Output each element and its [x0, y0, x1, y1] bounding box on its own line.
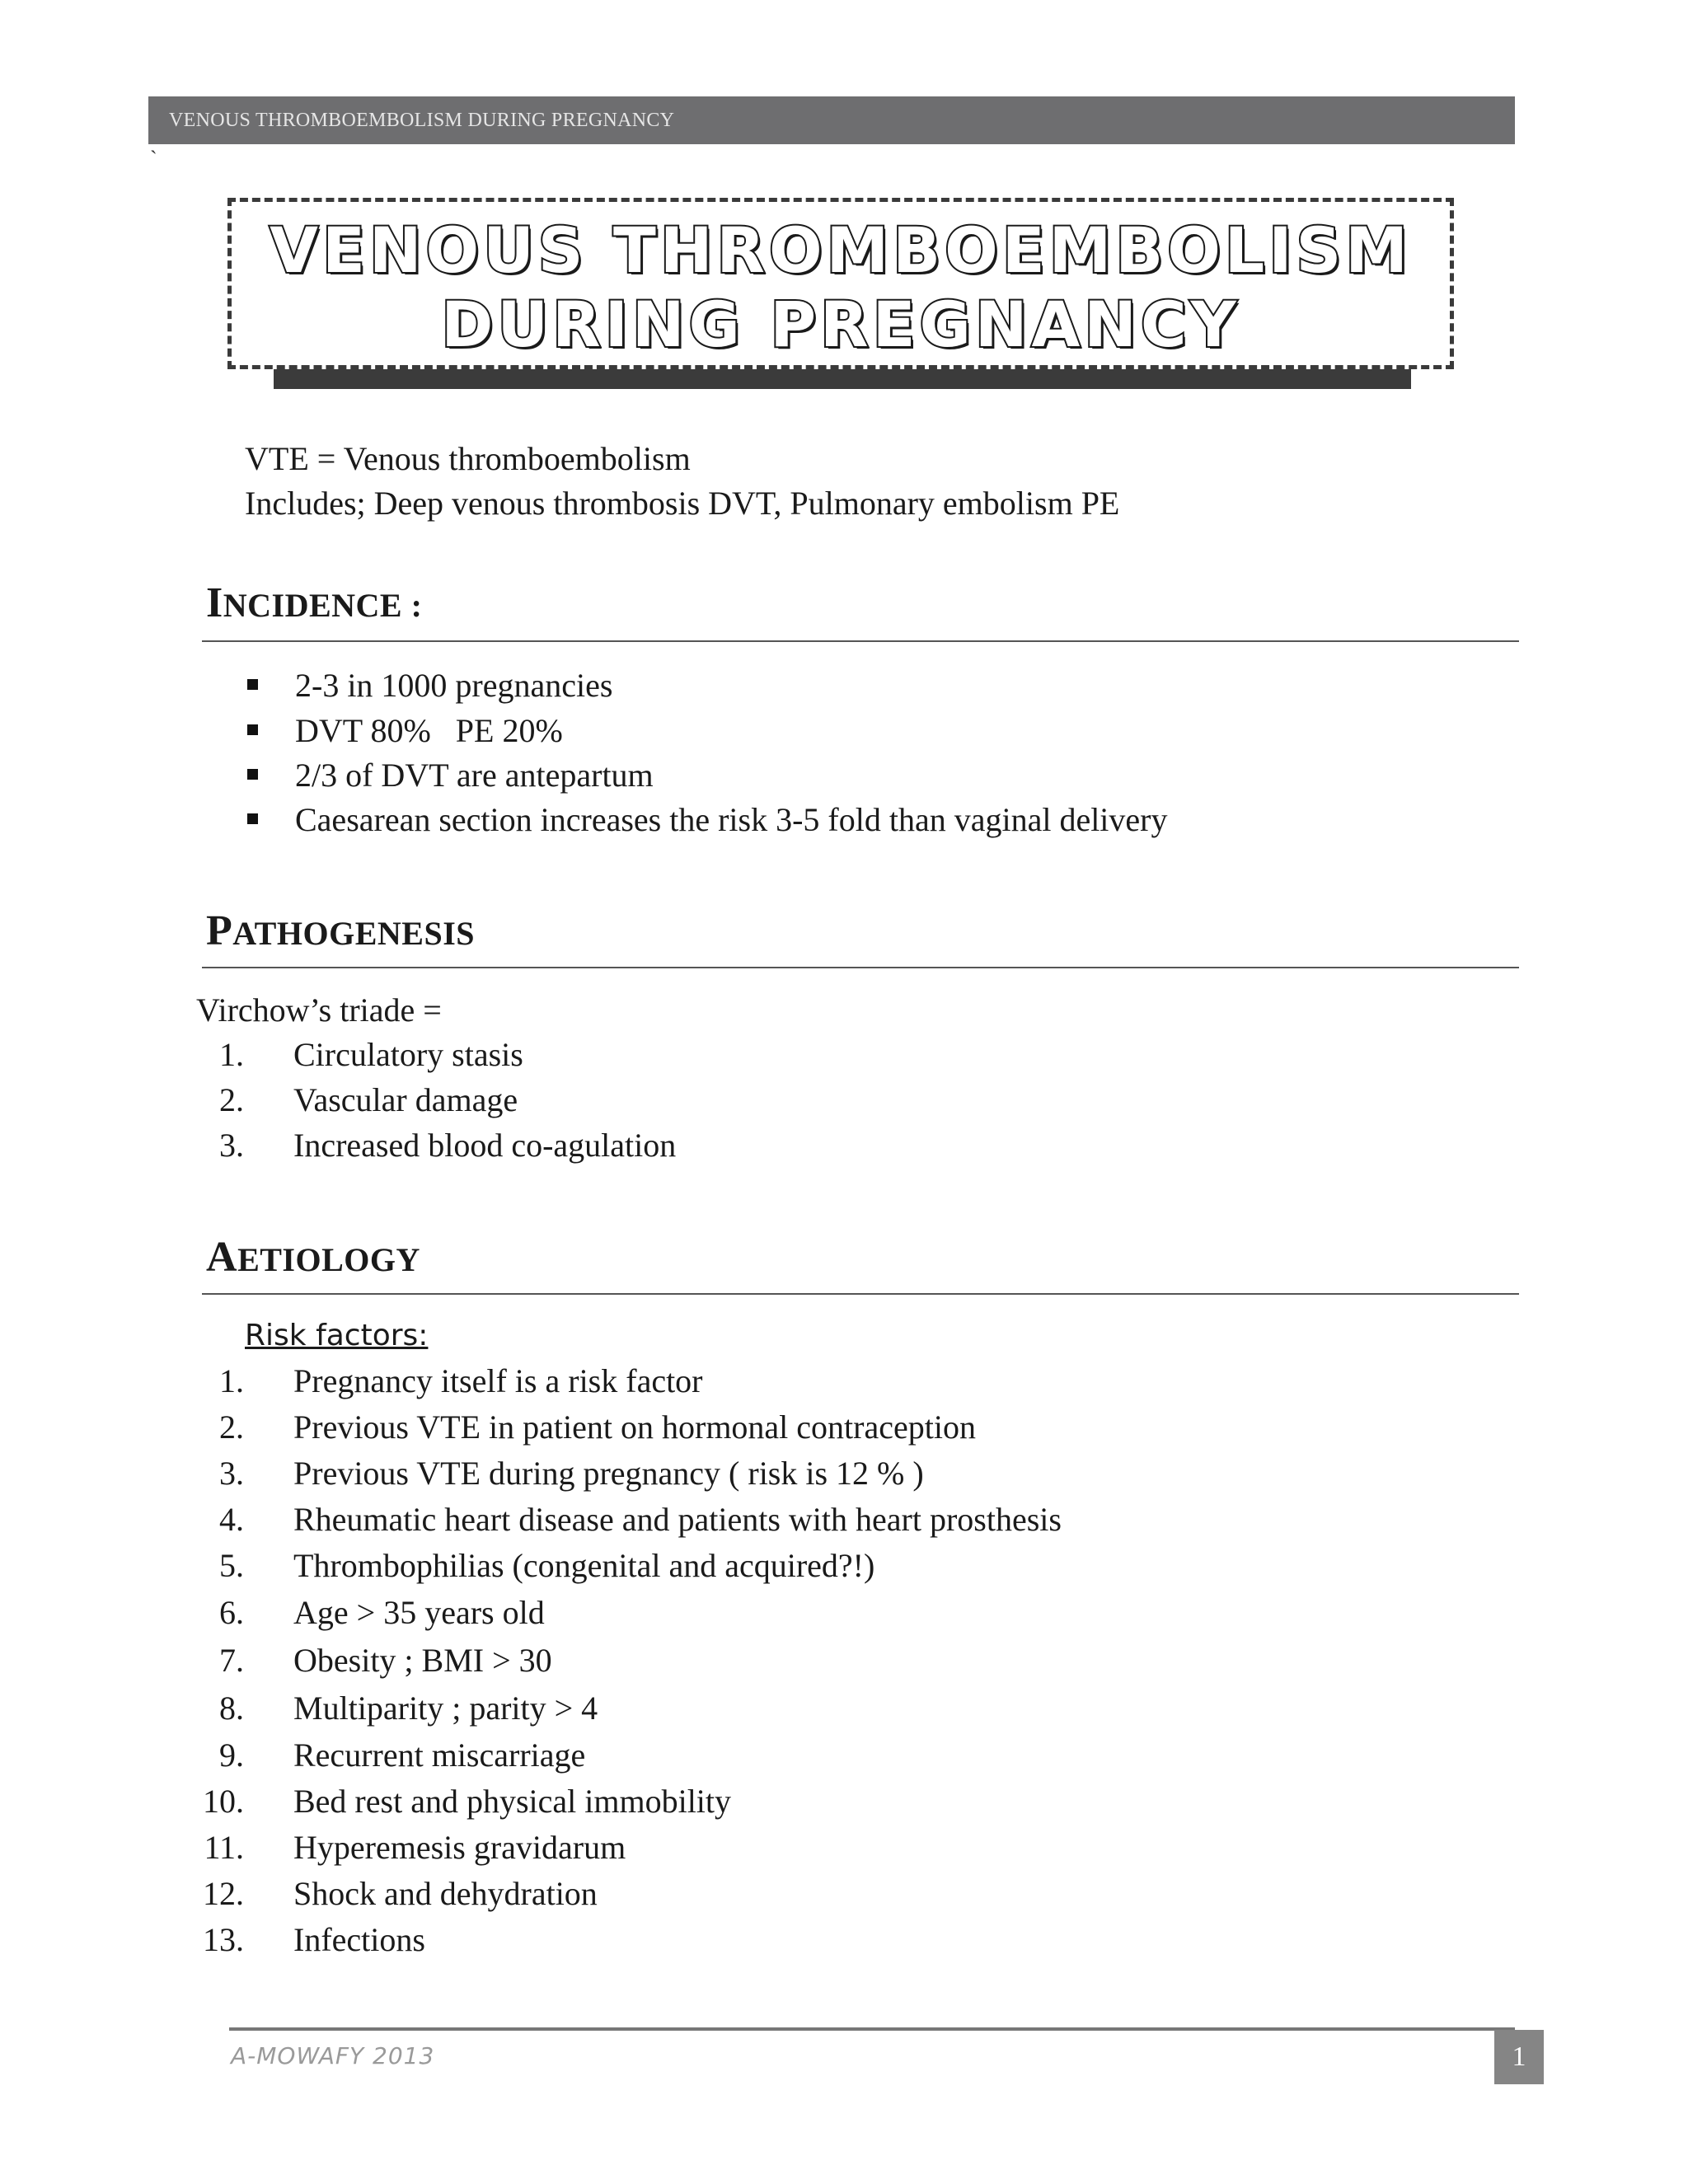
bullet-square-icon [247, 813, 258, 824]
title-box [227, 198, 1454, 369]
heading-incidence: INCIDENCE : [206, 579, 423, 626]
page-number: 1 [1494, 2030, 1544, 2084]
running-header: VENOUS THROMBOEMBOLISM DURING PREGNANCY [148, 96, 1515, 144]
rule-incidence [202, 640, 1519, 642]
stray-mark: ` [150, 147, 157, 171]
title-line-1: VENOUS THROMBOEMBOLISM [270, 213, 1412, 287]
footer-rule [229, 2027, 1515, 2031]
heading-aetiology: AETIOLOGY [206, 1234, 420, 1281]
risk-factors-heading: Risk factors: [245, 1319, 429, 1352]
rule-pathogenesis [202, 967, 1519, 968]
footer-author: A-MOWAFY 2013 [231, 2042, 435, 2069]
document-title [232, 213, 1450, 362]
virchow-intro: Virchow’s triade = [196, 991, 442, 1029]
intro-definition: VTE = Venous thromboembolism [245, 440, 691, 477]
rule-aetiology [202, 1293, 1519, 1295]
title-line-2: DURING PREGNANCY [441, 288, 1240, 361]
intro-includes: Includes; Deep venous thrombosis DVT, Pulmonary embolism PE [245, 485, 1120, 522]
bullet-square-icon [247, 724, 258, 735]
bullet-square-icon [247, 679, 258, 690]
heading-pathogenesis: PATHOGENESIS [206, 907, 476, 954]
bullet-square-icon [247, 769, 258, 780]
